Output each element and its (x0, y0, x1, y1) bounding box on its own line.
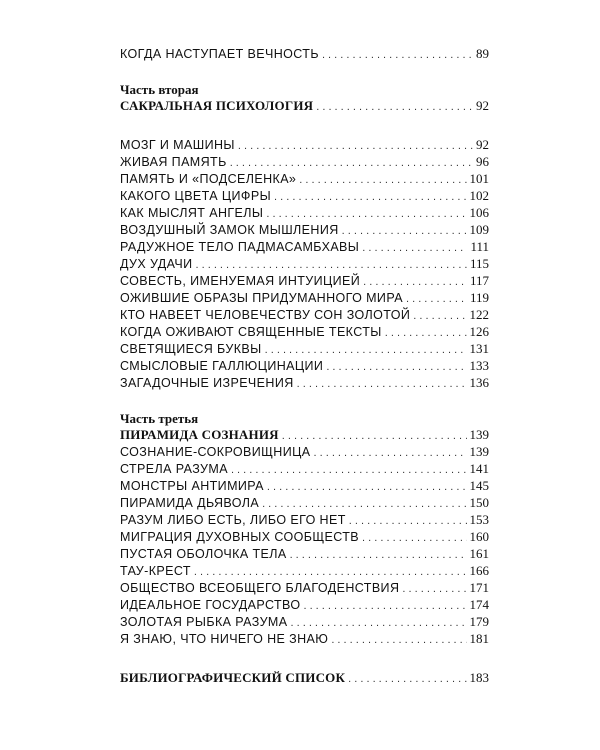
dot-leader (238, 140, 473, 152)
toc-entry-page: 96 (476, 154, 489, 169)
dot-leader (362, 532, 466, 544)
toc-entry-title: ДУХ УДАЧИ (120, 257, 193, 271)
toc-entry (120, 495, 489, 512)
dot-leader (362, 242, 467, 254)
toc-entry-page: 89 (476, 46, 489, 61)
toc-entry-title: ВОЗДУШНЫЙ ЗАМОК МЫШЛЕНИЯ (120, 223, 339, 237)
toc-entry (120, 137, 489, 154)
dot-leader (363, 276, 467, 288)
dot-leader (282, 430, 467, 442)
dot-leader (230, 157, 473, 169)
toc-entry (120, 375, 489, 392)
toc-entry (120, 512, 489, 529)
toc-entry-page: 160 (469, 529, 489, 544)
toc-entry (120, 597, 489, 614)
dot-leader (402, 583, 466, 595)
toc-entry-title: ТАУ-КРЕСТ (120, 564, 191, 578)
toc-entry-title: ПИРАМИДА ДЬЯВОЛА (120, 496, 260, 510)
toc-entry-page: 131 (469, 341, 489, 356)
toc-entry (120, 478, 489, 495)
dot-leader (385, 327, 467, 339)
toc-entry (120, 444, 489, 461)
toc-entry-page: 174 (469, 597, 489, 612)
toc-entry-title: КОГДА НАСТУПАЕТ ВЕЧНОСТЬ (120, 47, 319, 61)
toc-entry-page: 141 (469, 461, 489, 476)
dot-leader (194, 566, 467, 578)
part2-entries (120, 137, 489, 392)
toc-entry (120, 580, 489, 597)
toc-entry-page: 136 (469, 375, 489, 390)
toc-entry (120, 324, 489, 341)
toc-entry (120, 358, 489, 375)
dot-leader (303, 600, 466, 612)
part3-entries (120, 444, 489, 648)
dot-leader (331, 634, 466, 646)
part-label: Часть третья (120, 411, 199, 426)
table-of-contents (120, 46, 489, 687)
toc-entry-page: 150 (469, 495, 489, 510)
dot-leader (322, 49, 473, 61)
toc-entry (120, 290, 489, 307)
dot-leader (342, 225, 467, 237)
toc-entry-page: 161 (469, 546, 489, 561)
dot-leader (406, 293, 467, 305)
toc-entry-title: СМЫСЛОВЫЕ ГАЛЛЮЦИНАЦИИ (120, 359, 324, 373)
bibliography-page: 183 (469, 670, 489, 685)
toc-entry-title: МОЗГ И МАШИНЫ (120, 138, 235, 152)
toc-entry-title: ПУСТАЯ ОБОЛОЧКА ТЕЛА (120, 547, 287, 561)
toc-entry-page: 111 (470, 239, 489, 254)
dot-leader (262, 498, 466, 510)
part-heading-title: САКРАЛЬНАЯ ПСИХОЛОГИЯ (120, 98, 314, 113)
toc-entry-page: 117 (469, 273, 489, 288)
dot-leader (313, 447, 466, 459)
dot-leader (290, 549, 467, 561)
toc-entry (120, 205, 489, 222)
toc-entry-title: ЖИВАЯ ПАМЯТЬ (120, 155, 227, 169)
toc-entry-title: ЗОЛОТАЯ РЫБКА РАЗУМА (120, 615, 288, 629)
toc-entry (120, 563, 489, 580)
toc-entry-page: 179 (469, 614, 489, 629)
toc-entry-title: СОЗНАНИЕ-СОКРОВИЩНИЦА (120, 445, 311, 459)
toc-entry-page: 153 (469, 512, 489, 527)
toc-entry-page: 115 (469, 256, 489, 271)
toc-entry-title: РАЗУМ ЛИБО ЕСТЬ, ЛИБО ЕГО НЕТ (120, 513, 346, 527)
toc-entry-title: КОГДА ОЖИВАЮТ СВЯЩЕННЫЕ ТЕКСТЫ (120, 325, 382, 339)
dot-leader (316, 101, 473, 113)
toc-entry-title: ЗАГАДОЧНЫЕ ИЗРЕЧЕНИЯ (120, 376, 294, 390)
dot-leader (299, 174, 466, 186)
toc-entry-page: 109 (469, 222, 489, 237)
toc-entry (120, 256, 489, 273)
toc-entry-page: 139 (469, 444, 489, 459)
toc-entry (120, 546, 489, 563)
dot-leader (326, 361, 466, 373)
dot-leader (267, 481, 467, 493)
toc-entry-title: КТО НАВЕЕТ ЧЕЛОВЕЧЕСТВУ СОН ЗОЛОТОЙ (120, 308, 411, 322)
toc-entry-title: СТРЕЛА РАЗУМА (120, 462, 228, 476)
toc-entry-page: 106 (469, 205, 489, 220)
part-heading-page: 139 (469, 427, 489, 442)
dot-leader (231, 464, 467, 476)
toc-entry (120, 631, 489, 648)
dot-leader (265, 344, 467, 356)
toc-entry-title: ОБЩЕСТВО ВСЕОБЩЕГО БЛАГОДЕНСТВИЯ (120, 581, 400, 595)
toc-entry-page: 166 (469, 563, 489, 578)
toc-entry-title: ПАМЯТЬ И «ПОДСЕЛЕНКА» (120, 172, 297, 186)
toc-entry-page: 181 (469, 631, 489, 646)
bibliography-entry (120, 670, 489, 687)
part-heading (120, 427, 489, 444)
dot-leader (274, 191, 466, 203)
toc-entry (120, 46, 489, 63)
toc-entry-page: 119 (469, 290, 489, 305)
bibliography-title: БИБЛИОГРАФИЧЕСКИЙ СПИСОК (120, 670, 346, 685)
part-heading (120, 98, 489, 115)
toc-entry-page: 133 (469, 358, 489, 373)
toc-entry (120, 614, 489, 631)
toc-entry (120, 341, 489, 358)
toc-entry (120, 529, 489, 546)
toc-entry-page: 171 (469, 580, 489, 595)
toc-entry-title: СВЕТЯЩИЕСЯ БУКВЫ (120, 342, 262, 356)
toc-entry-title: ИДЕАЛЬНОЕ ГОСУДАРСТВО (120, 598, 301, 612)
dot-leader (297, 378, 467, 390)
toc-entry-title: Я ЗНАЮ, ЧТО НИЧЕГО НЕ ЗНАЮ (120, 632, 329, 646)
toc-entry-page: 101 (469, 171, 489, 186)
toc-entry-title: МОНСТРЫ АНТИМИРА (120, 479, 264, 493)
dot-leader (195, 259, 466, 271)
dot-leader (413, 310, 466, 322)
dot-leader (348, 673, 466, 685)
part-label: Часть вторая (120, 82, 199, 97)
part-heading-page: 92 (476, 98, 489, 113)
toc-entry-title: КАК МЫСЛЯТ АНГЕЛЫ (120, 206, 264, 220)
toc-entry-page: 102 (469, 188, 489, 203)
toc-entry-title: СОВЕСТЬ, ИМЕНУЕМАЯ ИНТУИЦИЕЙ (120, 274, 361, 288)
toc-entry-title: КАКОГО ЦВЕТА ЦИФРЫ (120, 189, 272, 203)
dot-leader (349, 515, 467, 527)
toc-entry-title: ОЖИВШИЕ ОБРАЗЫ ПРИДУМАННОГО МИРА (120, 291, 403, 305)
toc-entry-page: 126 (469, 324, 489, 339)
toc-entry (120, 188, 489, 205)
toc-entry-page: 92 (476, 137, 489, 152)
toc-entry (120, 461, 489, 478)
toc-entry-page: 145 (469, 478, 489, 493)
toc-entry (120, 222, 489, 239)
dot-leader (266, 208, 466, 220)
dot-leader (290, 617, 466, 629)
toc-entry (120, 273, 489, 290)
toc-entry (120, 171, 489, 188)
toc-entry-page: 122 (469, 307, 489, 322)
toc-entry (120, 239, 489, 256)
toc-entry (120, 307, 489, 324)
part-heading-title: ПИРАМИДА СОЗНАНИЯ (120, 427, 279, 442)
toc-entry-title: РАДУЖНОЕ ТЕЛО ПАДМАСАМБХАВЫ (120, 240, 360, 254)
toc-entry-title: МИГРАЦИЯ ДУХОВНЫХ СООБЩЕСТВ (120, 530, 360, 544)
toc-entry (120, 154, 489, 171)
